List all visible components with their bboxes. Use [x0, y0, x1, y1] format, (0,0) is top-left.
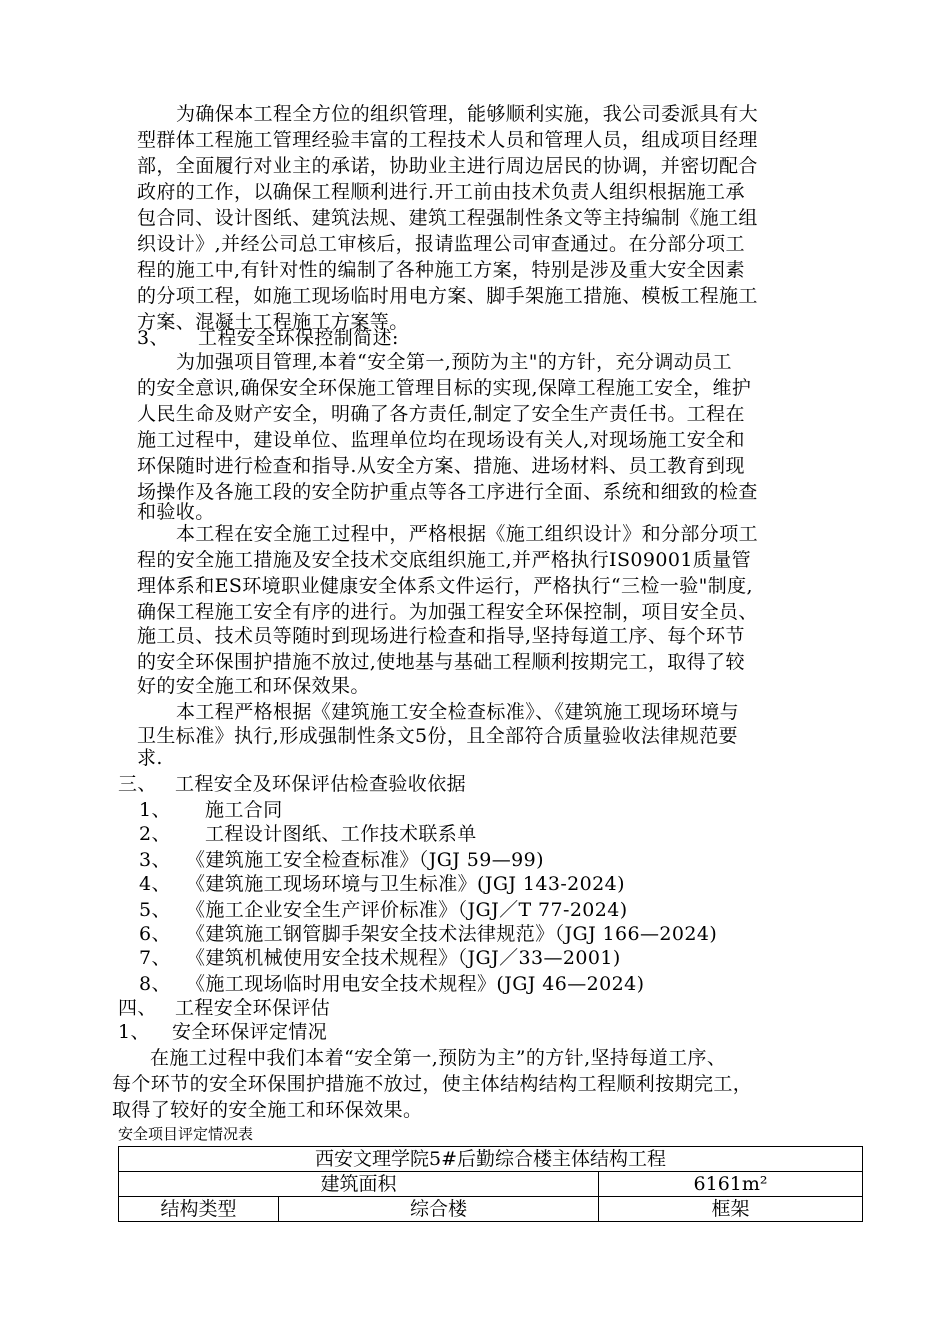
paragraph-line: 施工员、技术员等随时到现场进行检查和指导,坚持每道工序、每个环节 [137, 625, 745, 647]
paragraph-line: 型群体工程施工管理经验丰富的工程技术人员和管理人员，组成项目经理 [137, 129, 758, 151]
list-item-number: 4、 [139, 873, 171, 895]
area-value-cell: 6161m² [599, 1172, 863, 1197]
paragraph-line: 理体系和ES环境职业健康安全体系文件运行，严格执行“三检一验"制度, [137, 575, 753, 597]
list-item-number: 1、 [139, 799, 171, 821]
section-four-number: 四、 [118, 997, 157, 1019]
frame-type-cell: 框架 [599, 1197, 863, 1222]
list-item-text: 《施工现场临时用电安全技术规程》(JGJ 46—2024) [186, 973, 645, 995]
section-3-number: 3、 [137, 327, 169, 349]
paragraph-line: 本工程严格根据《建筑施工安全检查标准》、《建筑施工现场环境与 [176, 701, 740, 723]
list-item-number: 3、 [139, 849, 171, 871]
section-three-number: 三、 [118, 773, 157, 795]
paragraph-line: 为加强项目管理,本着“安全第一,预防为主"的方针，充分调动员工 [176, 351, 732, 373]
paragraph-line: 方案、混凝土工程施工方案等。 [137, 311, 409, 333]
paragraph-line: 场操作及各施工段的安全防护重点等各工序进行全面、系统和细致的检查 [137, 481, 758, 503]
paragraph-line: 卫生标准》执行,形成强制性条文5份，且全部符合质量验收法律规范要 [137, 725, 738, 747]
table-row [119, 1172, 863, 1197]
list-item-number: 8、 [139, 973, 171, 995]
paragraph-line: 程的安全施工措施及安全技术交底组织施工,并严格执行IS09001质量管 [137, 549, 752, 571]
project-name-cell: 西安文理学院5#后勤综合楼主体结构工程 [119, 1147, 863, 1172]
paragraph-line: 每个环节的安全环保围护措施不放过，使主体结构结构工程顺利按期完工， [112, 1073, 753, 1095]
section-three-title: 工程安全及环保评估检查验收依据 [175, 773, 467, 795]
list-item-text: 《建筑施工钢管脚手架安全技术法律规范》（JGJ 166—2024) [186, 923, 718, 945]
safety-evaluation-table [118, 1146, 863, 1222]
list-item-text: 《施工企业安全生产评价标准》（JGJ／T 77-2024) [186, 899, 628, 921]
paragraph-line: 织设计》,并经公司总工审核后，报请监理公司审查通过。在分部分项工 [137, 233, 745, 255]
structure-type-label-cell: 结构类型 [119, 1197, 279, 1222]
section-3-title: 工程安全环保控制简述: [198, 327, 399, 349]
paragraph-line: 在施工过程中我们本着“安全第一,预防为主”的方针,坚持每道工序、 [150, 1047, 727, 1069]
list-item-text: 《建筑施工安全检查标准》（JGJ 59—99) [186, 849, 544, 871]
paragraph-line: 部，全面履行对业主的承诺，协助业主进行周边居民的协调，并密切配合 [137, 155, 758, 177]
table-caption: 安全项目评定情况表 [118, 1125, 254, 1143]
list-item-text: 《建筑机械使用安全技术规程》（JGJ／33—2001) [186, 947, 621, 969]
list-item-number: 2、 [139, 823, 171, 845]
list-item-text: 施工合同 [205, 799, 283, 821]
paragraph-line: 求. [137, 747, 163, 769]
paragraph-line: 环保随时进行检查和指导.从安全方案、措施、进场材料、员工教育到现 [137, 455, 745, 477]
paragraph-line: 政府的工作，以确保工程顺利进行.开工前由技术负责人组织根据施工承 [137, 181, 745, 203]
list-item-number: 6、 [139, 923, 171, 945]
paragraph-line: 为确保本工程全方位的组织管理，能够顺利实施，我公司委派具有大 [176, 103, 759, 125]
list-item-text: 工程设计图纸、工作技术联系单 [205, 823, 477, 845]
paragraph-line: 施工过程中，建设单位、监理单位均在现场设有关人,对现场施工安全和 [137, 429, 745, 451]
paragraph-line: 好的安全施工和环保效果。 [137, 675, 370, 697]
list-item-text: 《建筑施工现场环境与卫生标准》(JGJ 143-2024) [186, 873, 625, 895]
paragraph-line: 人民生命及财产安全，明确了各方责任,制定了安全生产责任书。工程在 [137, 403, 745, 425]
paragraph-line: 取得了较好的安全施工和环保效果。 [112, 1099, 423, 1121]
area-label-cell: 建筑面积 [119, 1172, 599, 1197]
paragraph-line: 的分项工程，如施工现场临时用电方案、脚手架施工措施、模板工程施工 [137, 285, 758, 307]
building-use-cell: 综合楼 [279, 1197, 599, 1222]
paragraph-line: 的安全意识,确保安全环保施工管理目标的实现,保障工程施工安全，维护 [137, 377, 752, 399]
paragraph-line: 的安全环保围护措施不放过,使地基与基础工程顺利按期完工，取得了较 [137, 651, 745, 673]
section-four-title: 工程安全环保评估 [175, 997, 331, 1019]
list-item-number: 7、 [139, 947, 171, 969]
paragraph-line: 确保工程施工安全有序的进行。为加强工程安全环保控制，项目安全员、 [137, 601, 758, 623]
subsection-1-number: 1、 [118, 1021, 150, 1043]
paragraph-line: 包合同、设计图纸、建筑法规、建筑工程强制性条文等主持编制《施工组 [137, 207, 758, 229]
paragraph-line: 和验收。 [137, 501, 215, 523]
subsection-1-title: 安全环保评定情况 [172, 1021, 328, 1043]
paragraph-line: 本工程在安全施工过程中，严格根据《施工组织设计》和分部分项工 [176, 523, 759, 545]
paragraph-line: 程的施工中,有针对性的编制了各种施工方案，特别是涉及重大安全因素 [137, 259, 745, 281]
list-item-number: 5、 [139, 899, 171, 921]
table-row [119, 1147, 863, 1172]
table-row [119, 1197, 863, 1222]
